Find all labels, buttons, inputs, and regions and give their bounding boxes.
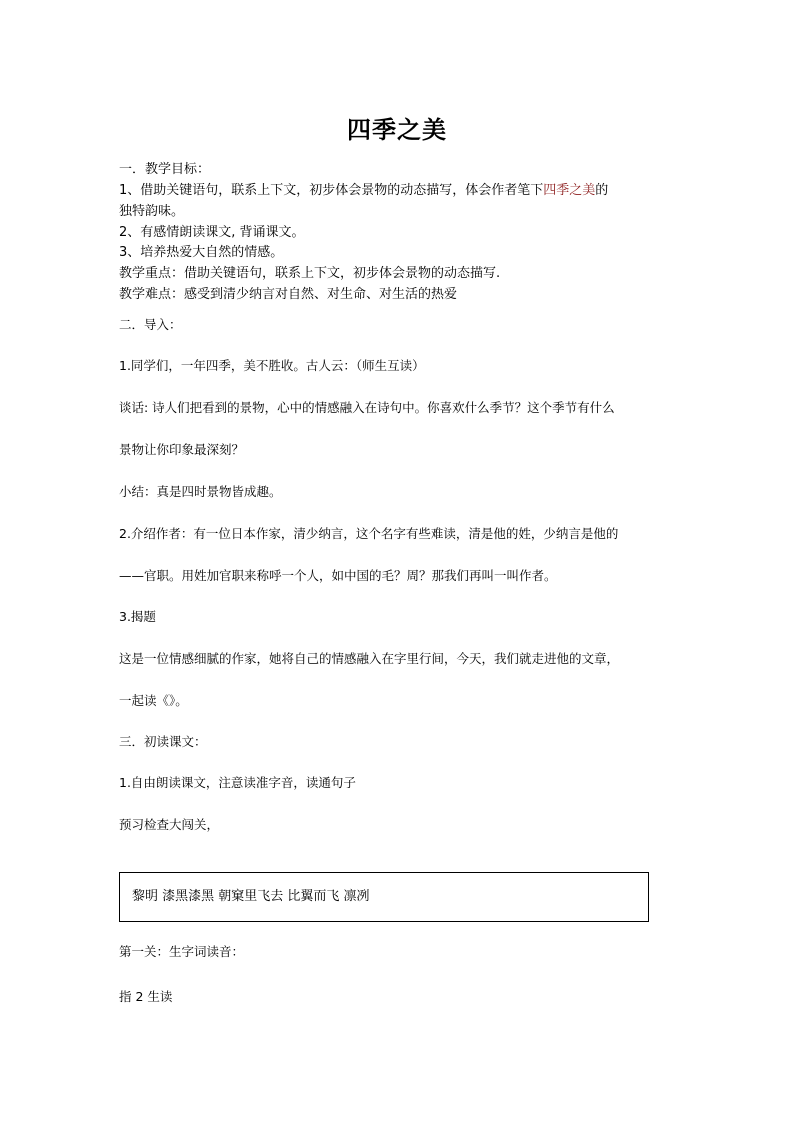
goal-3: 3、培养热爱大自然的情感。	[119, 245, 284, 260]
level-1-heading: 第一关：生字词读音：	[119, 944, 245, 959]
intro-paragraph-2b: 景物让你印象最深刻？	[119, 442, 245, 457]
difficulty-point: 教学难点：感受到清少纳言对自然、对生命、对生活的热爱	[119, 287, 458, 302]
student-reading-note: 指 2 生读	[119, 989, 173, 1004]
goal-1-prefix: 1、借助关键语句，联系上下文，初步体会景物的动态描写，体会作者笔下	[119, 183, 544, 198]
key-point: 教学重点：借助关键语句，联系上下文，初步体会景物的动态描写.	[119, 266, 501, 281]
vocabulary-box	[119, 872, 649, 922]
document-title: 四季之美	[347, 116, 447, 144]
intro-paragraph-2a: 谈话: 诗人们把看到的景物，心中的情感融入在诗句中。你喜欢什么季节？这个季节有什么	[119, 400, 615, 415]
section2-heading: 二．导入：	[119, 317, 182, 332]
reveal-title: 3.揭题	[119, 609, 156, 624]
intro-paragraph-1: 1.同学们，一年四季，美不胜收。古人云：（师生互读）	[119, 358, 425, 373]
section1-heading: 一．教学目标：	[119, 162, 211, 177]
goal-1-continuation: 独特韵味。	[119, 204, 185, 219]
author-intro-b: ——官职。用姓加官职来称呼一个人，如中国的毛？周？那我们再叫一叫作者。	[119, 568, 557, 583]
goal-1-suffix: 的	[595, 183, 609, 198]
reveal-paragraph-a: 这是一位情感细腻的作家，她将自己的情感融入在字里行间，今天，我们就走进他的文章，	[119, 651, 620, 666]
reading-instruction: 1.自由朗读课文，注意读准字音，读通句子	[119, 775, 356, 790]
goal-1	[119, 181, 608, 201]
preview-check: 预习检查大闯关，	[119, 817, 220, 832]
reveal-paragraph-b: 一起读《》。	[119, 693, 188, 708]
section3-heading: 三．初读课文：	[119, 734, 207, 749]
author-intro-a: 2.介绍作者：有一位日本作家，清少纳言，这个名字有些难读，清是他的姓，少纳言是他的	[119, 526, 619, 541]
goal-2: 2、有感情朗读课文, 背诵课文。	[119, 225, 305, 240]
vocabulary-list: 黎明 漆黑漆黑 朝窠里飞去 比翼而飞 凛冽	[132, 889, 370, 904]
intro-summary: 小结：真是四时景物皆成趣。	[119, 484, 282, 499]
goal-1-highlight: 四季之美	[543, 183, 596, 198]
